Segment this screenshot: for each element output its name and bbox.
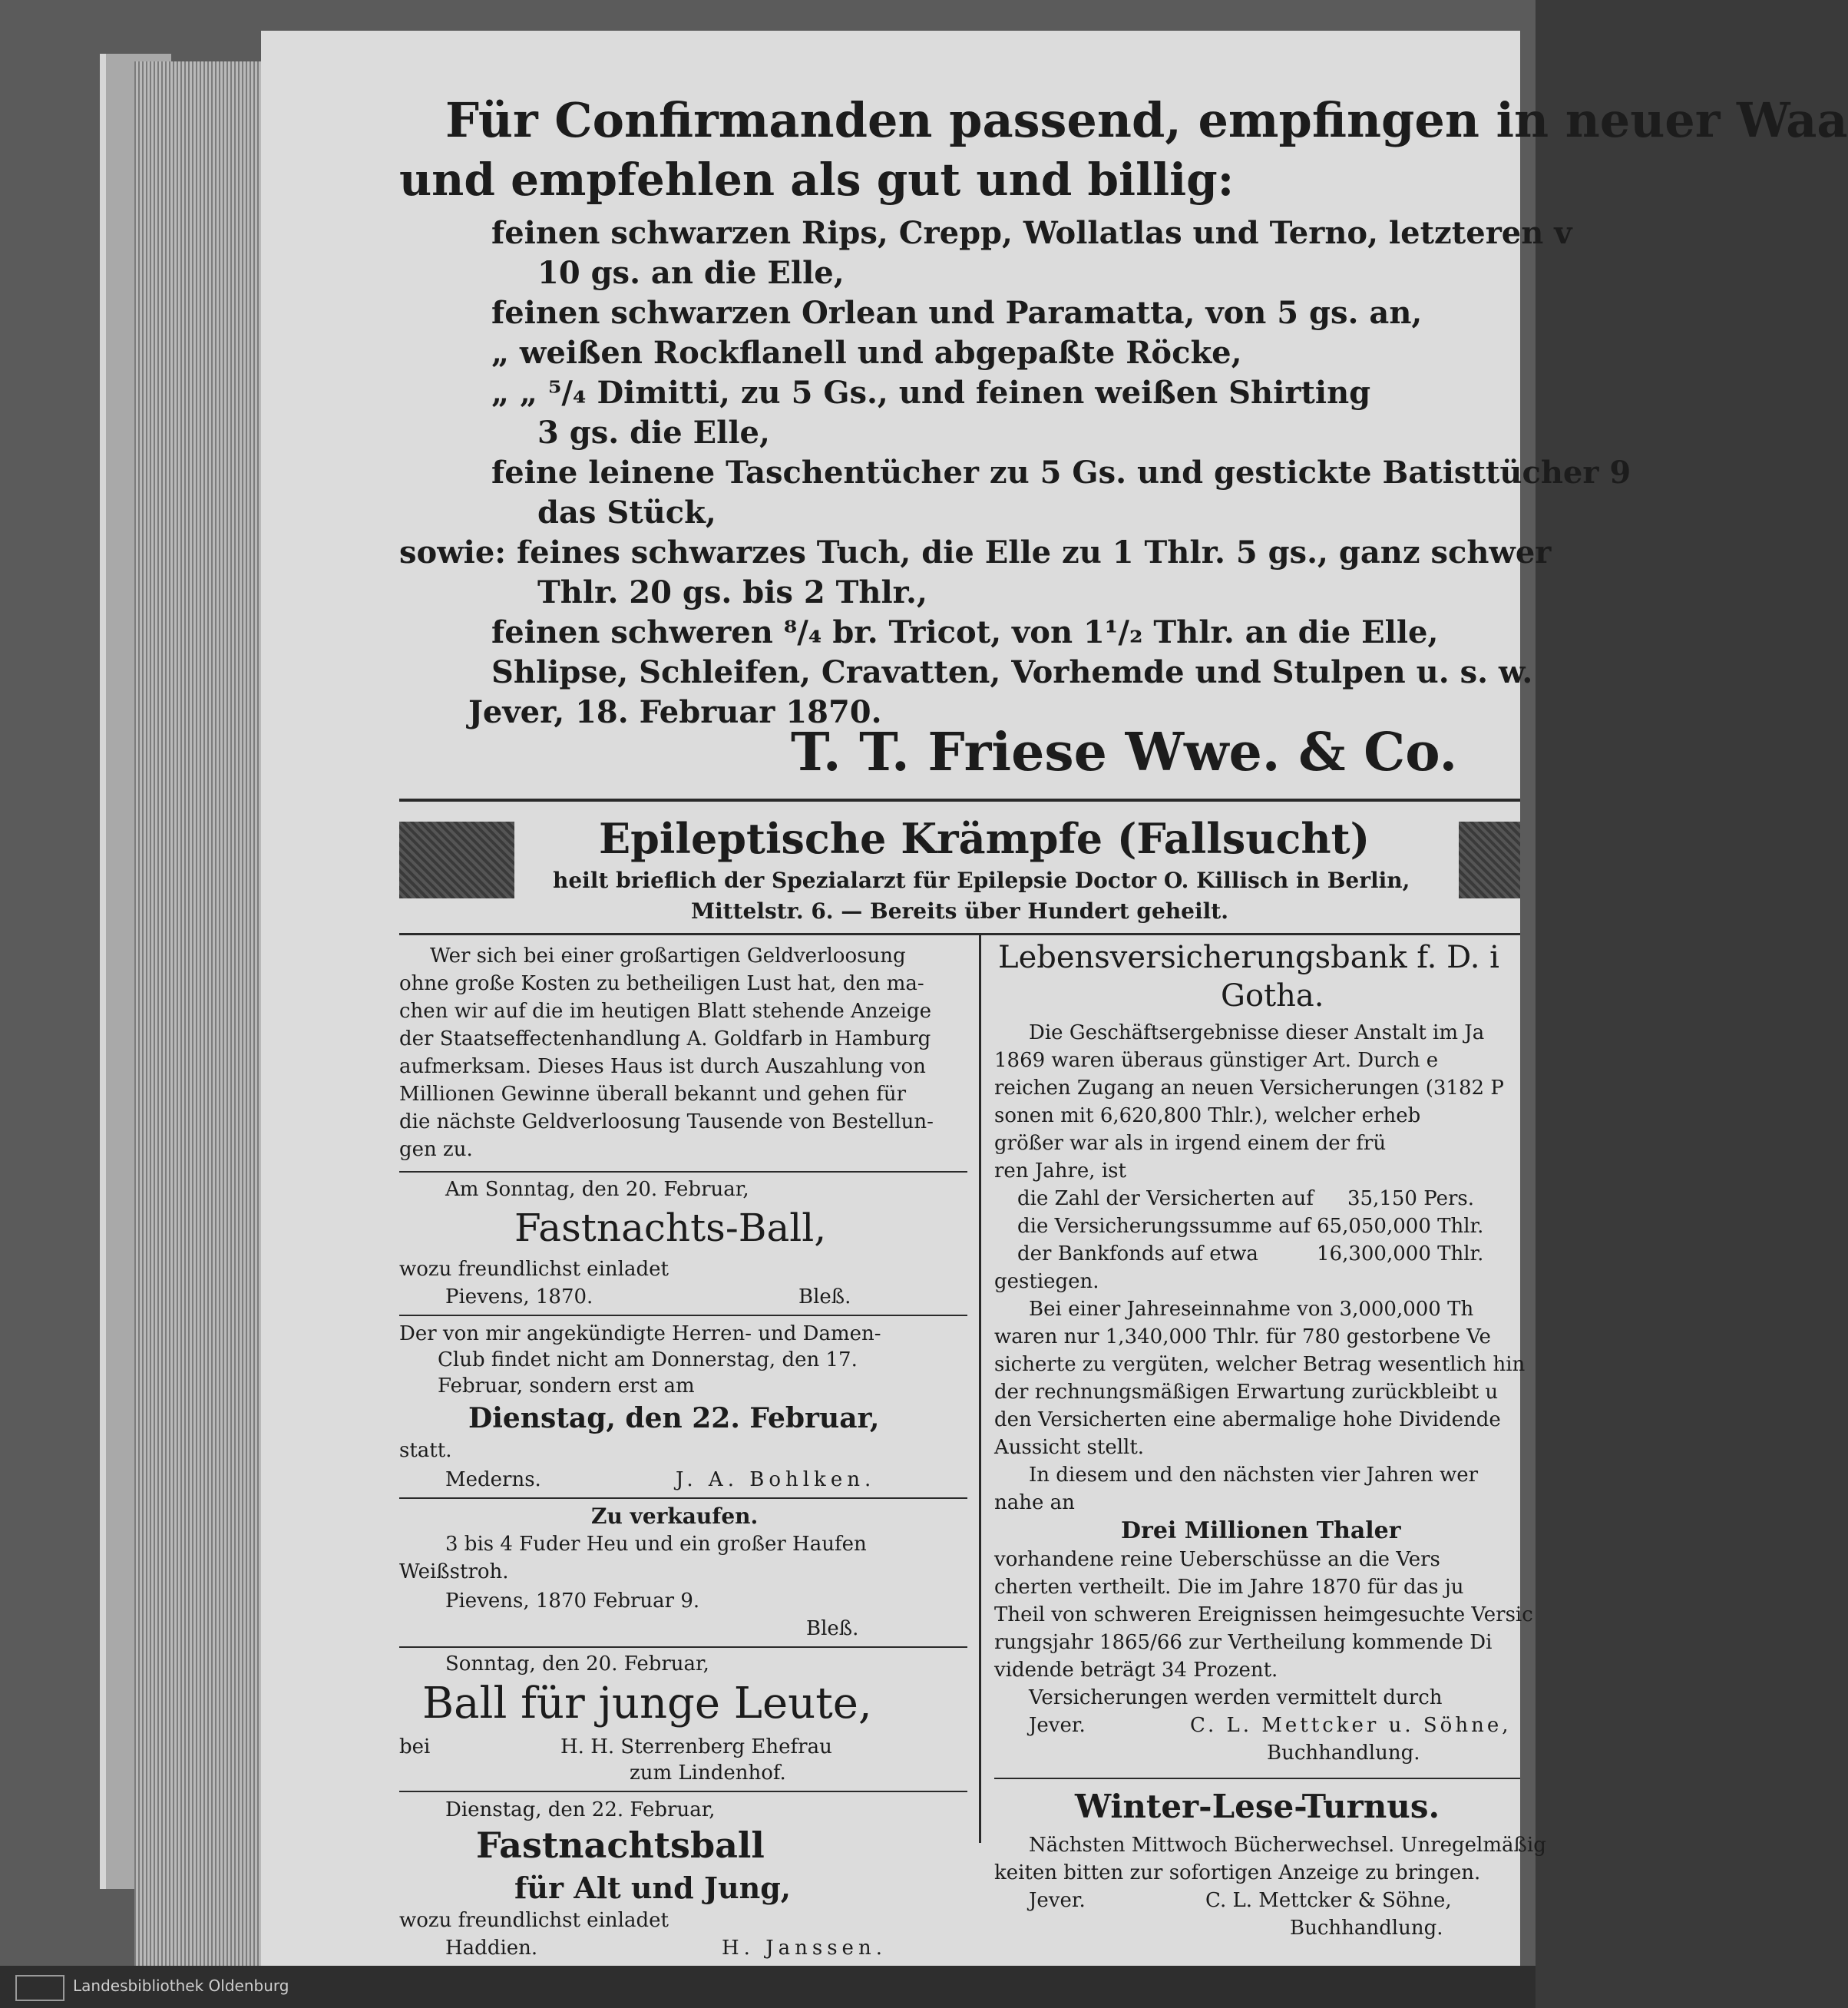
insurance-line: waren nur 1,340,000 Thlr. für 780 gestorbene Ve: [994, 1325, 1491, 1348]
insurance-table-label: die Versicherungssumme auf: [1017, 1215, 1311, 1238]
epilepsy-line-1: heilt brieflich der Spezialarzt für Epilepsie Doctor O. Killisch in Berlin,: [553, 868, 1410, 893]
lottery-line: chen wir auf die im heutigen Blatt stehende Anzeige: [399, 1000, 932, 1023]
insurance-line: vorhandene reine Ueberschüsse an die Vers: [994, 1548, 1440, 1571]
reading-line: keiten bitten zur sofortigen Anzeige zu bringen.: [994, 1861, 1481, 1884]
epilepsy-line-2: Mittelstr. 6. — Bereits über Hundert geheilt.: [691, 898, 1228, 924]
library-logo-icon: [15, 1975, 64, 2001]
ball2-bei: bei: [399, 1735, 431, 1758]
insurance-line: Die Geschäftsergebnisse dieser Anstalt im Ja: [1029, 1021, 1485, 1044]
insurance-line: ren Jahre, ist: [994, 1159, 1126, 1183]
newspaper-page: [261, 31, 1848, 1966]
top-ad-line: Shlipse, Schleifen, Cravatten, Vorhemde und Stulpen u. s. w.: [491, 654, 1533, 690]
column-divider: [979, 933, 981, 1843]
insurance-table-value: 65,050,000 Thlr.: [1317, 1215, 1484, 1238]
reading-agent-2: Buchhandlung.: [1290, 1917, 1443, 1940]
sale-line: Weißstroh.: [399, 1560, 509, 1583]
lottery-line: der Staatseffectenhandlung A. Goldfarb in Hamburg: [399, 1027, 931, 1050]
insurance-line: 1869 waren überaus günstiger Art. Durch e: [994, 1049, 1439, 1072]
ball1-name: Bleß.: [798, 1285, 851, 1308]
insurance-place: Jever.: [1029, 1714, 1086, 1737]
insurance-line: reichen Zugang an neuen Versicherungen (3182 P: [994, 1077, 1504, 1100]
insurance-agent: C. L. Mettcker u. Söhne,: [1190, 1714, 1512, 1737]
club-line: Club findet nicht am Donnerstag, den 17.: [438, 1348, 858, 1371]
viewer-footer: [0, 1966, 1536, 2008]
club-name: J. A. Bohlken.: [676, 1468, 876, 1491]
reading-line: Nächsten Mittwoch Bücherwechsel. Unregelmäßig: [1029, 1834, 1546, 1857]
insurance-line: nahe an: [994, 1491, 1075, 1514]
divider: [399, 1646, 967, 1648]
ball3-date: Dienstag, den 22. Februar,: [445, 1798, 716, 1821]
insurance-line: den Versicherten eine abermalige hohe Dividende: [994, 1408, 1501, 1431]
sale-title: Zu verkaufen.: [591, 1504, 759, 1529]
insurance-line: rungsjahr 1865/66 zur Vertheilung kommende Di: [994, 1631, 1493, 1654]
ball3-invite: wozu freundlichst einladet: [399, 1909, 669, 1932]
ornament-block-left: [399, 822, 514, 898]
divider: [399, 1171, 967, 1173]
ball1-title: Fastnachts-Ball,: [514, 1206, 827, 1250]
insurance-highlight: Drei Millionen Thaler: [1121, 1517, 1401, 1544]
top-ad-line: 3 gs. die Elle,: [537, 415, 770, 451]
club-place: Mederns.: [445, 1468, 541, 1491]
top-ad-heading-1: Für Confirmanden passend, empfingen in neuer Waa: [445, 92, 1848, 148]
top-ad-line: feinen schwarzen Orlean und Paramatta, von 5 gs. an,: [491, 295, 1423, 331]
lottery-line: ohne große Kosten zu betheiligen Lust hat, den ma-: [399, 972, 924, 995]
ball3-title: Fastnachtsball: [476, 1824, 765, 1866]
reading-title: Winter-Lese-Turnus.: [1075, 1788, 1440, 1825]
lottery-line: die nächste Geldverloosung Tausende von Bestellun-: [399, 1110, 934, 1133]
top-ad-line: Thlr. 20 gs. bis 2 Thlr.,: [537, 574, 927, 610]
insurance-line: Versicherungen werden vermittelt durch: [1029, 1686, 1443, 1709]
divider: [399, 799, 1520, 802]
insurance-line: gestiegen.: [994, 1270, 1099, 1293]
insurance-line: Aussicht stellt.: [994, 1436, 1145, 1459]
divider: [399, 1791, 967, 1792]
top-ad-place-date: Jever, 18. Februar 1870.: [468, 694, 882, 730]
library-name: Landesbibliothek Oldenburg: [73, 1977, 289, 1995]
club-line: Februar, sondern erst am: [438, 1375, 695, 1398]
insurance-line: sonen mit 6,620,800 Thlr.), welcher erheb: [994, 1104, 1421, 1127]
insurance-table-label: der Bankfonds auf etwa: [1017, 1242, 1258, 1265]
top-ad-line: feinen schweren ⁸/₄ br. Tricot, von 1¹/₂ Thlr. an die Elle,: [491, 614, 1439, 650]
top-ad-line: „ „ ⁵/₄ Dimitti, zu 5 Gs., und feinen weißen Shirting: [491, 375, 1371, 411]
top-ad-line: „ weißen Rockflanell und abgepaßte Röcke,: [491, 335, 1242, 371]
ball2-venue: zum Lindenhof.: [630, 1762, 786, 1785]
divider: [399, 1497, 967, 1499]
sale-name: Bleß.: [806, 1617, 859, 1640]
insurance-title-2: Gotha.: [1221, 978, 1324, 1014]
sale-line: 3 bis 4 Fuder Heu und ein großer Haufen: [445, 1533, 867, 1556]
ball1-date: Am Sonntag, den 20. Februar,: [445, 1178, 749, 1201]
lottery-line: Millionen Gewinne überall bekannt und gehen für: [399, 1083, 907, 1106]
ornament-block-right: [1459, 822, 1520, 898]
insurance-line: der rechnungsmäßigen Erwartung zurückbleibt u: [994, 1381, 1499, 1404]
insurance-title-1: Lebensversicherungsbank f. D. i: [998, 940, 1499, 975]
insurance-line: cherten vertheilt. Die im Jahre 1870 für das ju: [994, 1576, 1464, 1599]
sale-place-date: Pievens, 1870 Februar 9.: [445, 1590, 700, 1613]
reading-agent: C. L. Mettcker & Söhne,: [1205, 1889, 1452, 1912]
insurance-line: sicherte zu vergüten, welcher Betrag wesentlich hin: [994, 1353, 1526, 1376]
club-statt: statt.: [399, 1439, 452, 1462]
ball1-place: Pievens, 1870.: [445, 1285, 593, 1308]
top-ad-line: das Stück,: [537, 495, 716, 531]
top-ad-firm: T. T. Friese Wwe. & Co.: [791, 722, 1458, 783]
club-line: Der von mir angekündigte Herren- und Damen-: [399, 1322, 881, 1345]
ball3-subtitle: für Alt und Jung,: [514, 1871, 792, 1905]
insurance-line: In diesem und den nächsten vier Jahren wer: [1029, 1464, 1479, 1487]
ball3-name: H. Janssen.: [722, 1937, 887, 1960]
top-ad-line: sowie: feines schwarzes Tuch, die Elle zu 1 Thlr. 5 gs., ganz schwer: [399, 534, 1552, 571]
insurance-table-value: 35,150 Pers.: [1347, 1187, 1474, 1210]
lottery-line: aufmerksam. Dieses Haus ist durch Auszahlung von: [399, 1055, 926, 1078]
lottery-line: gen zu.: [399, 1138, 473, 1161]
reading-place: Jever.: [1029, 1889, 1086, 1912]
insurance-line: vidende beträgt 34 Prozent.: [994, 1659, 1278, 1682]
divider: [399, 933, 1520, 935]
club-date: Dienstag, den 22. Februar,: [468, 1402, 880, 1434]
ball1-invite: wozu freundlichst einladet: [399, 1258, 669, 1281]
insurance-line: Theil von schweren Ereignissen heimgesuchte Versic: [994, 1603, 1533, 1626]
epilepsy-title: Epileptische Krämpfe (Fallsucht): [599, 814, 1370, 863]
divider: [994, 1778, 1520, 1779]
top-ad-line: 10 gs. an die Elle,: [537, 255, 845, 291]
top-ad-heading-2: und empfehlen als gut und billig:: [399, 154, 1235, 206]
ball2-title: Ball für junge Leute,: [422, 1679, 872, 1728]
insurance-table-value: 16,300,000 Thlr.: [1317, 1242, 1484, 1265]
ball3-place: Haddien.: [445, 1937, 538, 1960]
insurance-line: größer war als in irgend einem der frü: [994, 1132, 1387, 1155]
insurance-line: Bei einer Jahreseinnahme von 3,000,000 Th: [1029, 1298, 1474, 1321]
ball2-date: Sonntag, den 20. Februar,: [445, 1652, 709, 1676]
insurance-agent-2: Buchhandlung.: [1267, 1742, 1420, 1765]
insurance-table-label: die Zahl der Versicherten auf: [1017, 1187, 1314, 1210]
top-ad-line: feinen schwarzen Rips, Crepp, Wollatlas und Terno, letzteren v: [491, 215, 1572, 251]
lottery-line: Wer sich bei einer großartigen Geldverloosung: [430, 944, 906, 968]
top-ad-line: feine leinene Taschentücher zu 5 Gs. und gestickte Batisttücher 9: [491, 455, 1631, 491]
divider: [399, 1315, 967, 1316]
ball2-host: H. H. Sterrenberg Ehefrau: [560, 1735, 832, 1758]
